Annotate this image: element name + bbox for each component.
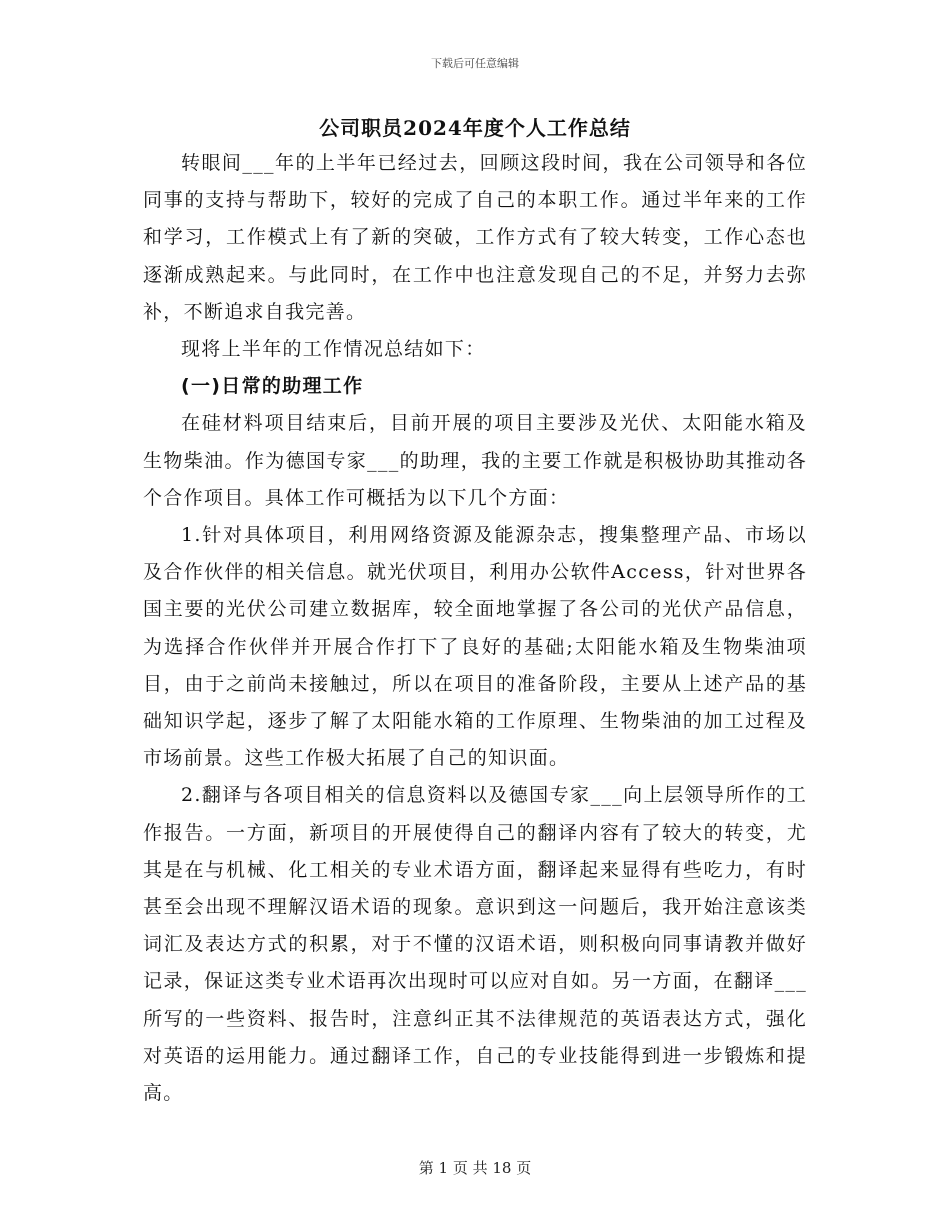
paragraph-summary-lead: 现将上半年的工作情况总结如下： bbox=[181, 338, 486, 361]
paragraph-intro: 转眼间___年的上半年已经过去，回顾这段时间，我在公司领导和各位同事的支持与帮助下，较好的完成了自己的本职工作。通过半年来的工作和学习，工作模式上有了新的突破，工作方式有了较大转变，工作心态也逐渐成熟起来。与此同时，在工作中也注意发现自己的不足，并努力去弥补，不断追求自我完善。 bbox=[143, 152, 807, 323]
paragraph-item-1: 1.针对具体项目，利用网络资源及能源杂志，搜集整理产品、市场以及合作伙伴的相关信息。就光伏项目，利用办公软件Access，针对世界各国主要的光伏公司建立数据库，较全面地掌握了各公司的光伏产品信息，为选择合作伙伴并开展合作打下了良好的基础;太阳能水箱及生物柴油项目，由于之前尚未接触过，所以在项目的准备阶段，主要从上述产品的基础知识学起，逐步了解了太阳能水箱的工作原理、生物柴油的加工过程及市场前景。这些工作极大拓展了自己的知识面。 bbox=[143, 524, 807, 770]
document-body bbox=[143, 145, 807, 1112]
paragraph-item-2: 2.翻译与各项目相关的信息资料以及德国专家___向上层领导所作的工作报告。一方面，新项目的开展使得自己的翻译内容有了较大的转变，尤其是在与机械、化工相关的专业术语方面，翻译起来显得有些吃力，有时甚至会出现不理解汉语术语的现象。意识到这一问题后，我开始注意该类词汇及表达方式的积累，对于不懂的汉语术语，则积极向同事请教并做好记录，保证这类专业术语再次出现时可以应对自如。另一方面，在翻译___所写的一些资料、报告时，注意纠正其不法律规范的英语表达方式，强化对英语的运用能力。通过翻译工作，自己的专业技能得到进一步锻炼和提高。 bbox=[143, 784, 807, 1105]
document-title: 公司职员2024年度个人工作总结 bbox=[319, 116, 631, 140]
paragraph-projects: 在硅材料项目结束后，目前开展的项目主要涉及光伏、太阳能水箱及生物柴油。作为德国专家___的助理，我的主要工作就是积极协助其推动各个合作项目。具体工作可概括为以下几个方面： bbox=[143, 412, 807, 509]
header-note: 下载后可任意编辑 bbox=[431, 57, 519, 70]
section-heading-daily-assistant-work: (一)日常的助理工作 bbox=[181, 375, 364, 398]
page-number: 第 1 页 共 18 页 bbox=[418, 1159, 532, 1177]
